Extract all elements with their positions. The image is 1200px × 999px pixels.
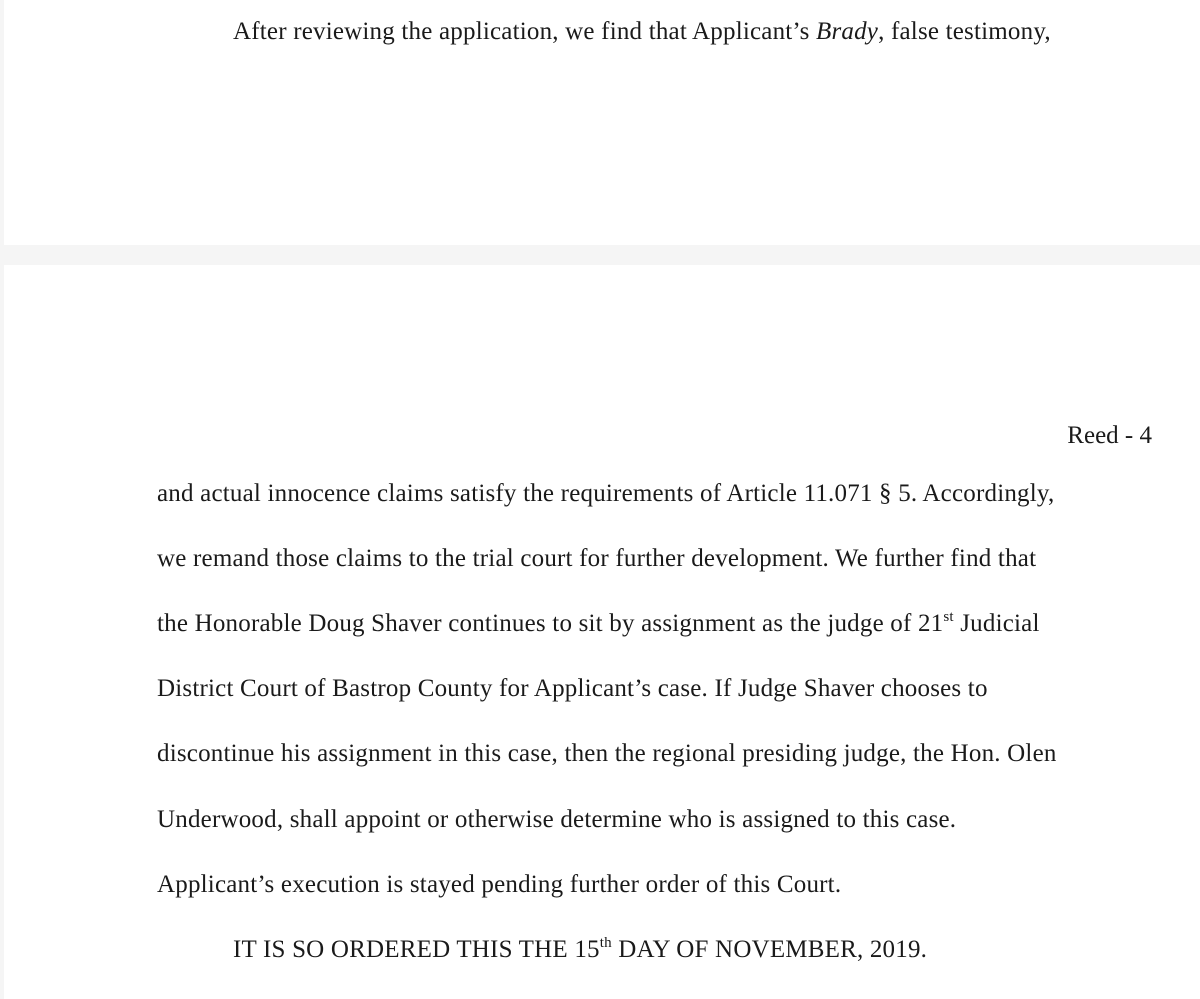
paragraph-line-4 — [157, 609, 1040, 639]
paragraph-line-3: we remand those claims to the trial court for further development. We further find that — [157, 545, 1037, 572]
text-run: the Honorable Doug Shaver continues to sit by assignment as the judge of 21 — [157, 610, 944, 637]
text-run: IT IS SO ORDERED THIS THE 15 — [233, 936, 600, 963]
document-page-2 — [4, 265, 1200, 999]
text-run: , false testimony, — [878, 18, 1051, 45]
paragraph-line-1 — [233, 17, 1051, 47]
paragraph-line-2: and actual innocence claims satisfy the requirements of Article 11.071 § 5. Accordingly, — [157, 480, 1055, 507]
page-number: Reed - 4 — [1067, 422, 1152, 449]
ordinal-suffix: th — [599, 935, 612, 951]
text-run: After reviewing the application, we find that Applicant’s — [233, 18, 816, 45]
text-run: Judicial — [953, 610, 1040, 637]
document-page-1 — [4, 0, 1200, 245]
paragraph-line-7: Underwood, shall appoint or otherwise determine who is assigned to this case. — [157, 806, 957, 833]
paragraph-line-5: District Court of Bastrop County for Applicant’s case. If Judge Shaver chooses to — [157, 675, 988, 702]
paragraph-line-6: discontinue his assignment in this case, then the regional presiding judge, the Hon. Olen — [157, 740, 1057, 767]
case-name-brady: Brady — [815, 18, 879, 45]
paragraph-line-8: Applicant’s execution is stayed pending further order of this Court. — [157, 871, 842, 898]
text-run: DAY OF NOVEMBER, 2019. — [611, 936, 928, 963]
ordinal-suffix: st — [943, 609, 954, 625]
order-line — [233, 935, 927, 965]
